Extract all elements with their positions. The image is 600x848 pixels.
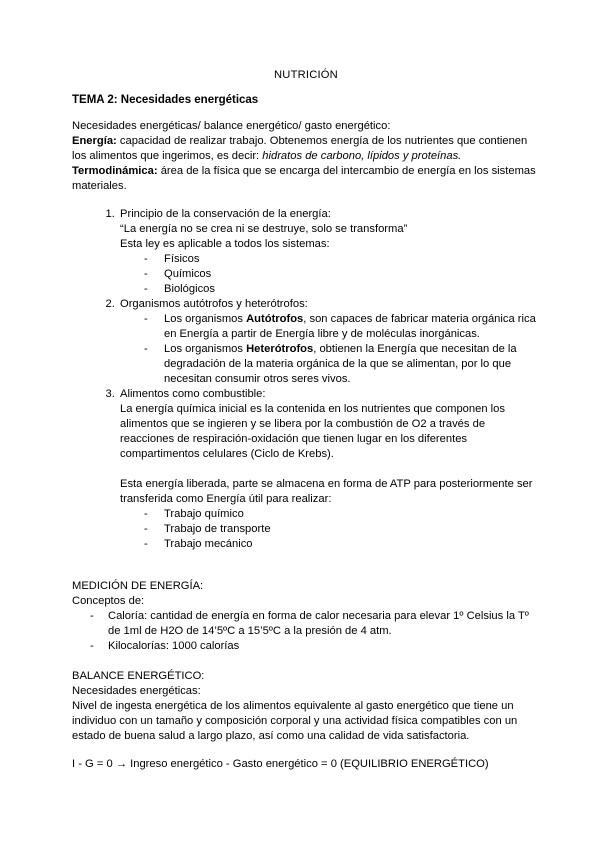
list-item-alimentos <box>118 387 540 552</box>
text-span: Los organismos <box>164 313 247 325</box>
energia-term: Energía: <box>72 135 117 147</box>
list-item: - Kilocalorías: 1000 calorías <box>90 639 540 654</box>
intro-heading: Necesidades energéticas/ balance energético/ gasto energético: <box>72 120 391 132</box>
organismos-list <box>120 312 540 387</box>
list-item: - Químicos <box>144 267 540 282</box>
list-item: - Físicos <box>144 252 540 267</box>
intro-block <box>72 119 540 194</box>
sistemas-list <box>120 252 540 297</box>
alimentos-para-1: La energía química inicial es la contenida en los nutrientes que componen los alimentos que se ingieren y se libera por la combustión de O2 a través de reacciones de respiración-oxidación que tienen lugar en los diferentes compartimentos celulares (Ciclo de Krebs). <box>120 403 505 460</box>
termodinamica-term: Termodinámica: <box>72 165 158 177</box>
balance-sub: Necesidades energéticas: <box>72 685 201 697</box>
balance-text: Nivel de ingesta energética de los alimentos equivalente al gasto energético que tiene un individuo con un tamaño y composición corporal y una actividad física compatibles con un estado de buena salud a largo plazo, así como una calidad de vida satisfactoria. <box>72 700 518 742</box>
text-span: Los organismos <box>164 343 247 355</box>
termodinamica-text: área de la física que se encarga del intercambio de energía en los sistemas materiales. <box>72 165 536 192</box>
list-item-title: 1. Principio de la conservación de la energía: <box>120 208 331 220</box>
text-span: , son capaces de fabricar materia orgánica rica en Energía a partir de Energía libre y de moléculas inorgánicas. <box>164 313 536 340</box>
numbered-list <box>72 207 540 552</box>
medicion-section <box>72 579 540 654</box>
list-item-title: 2. Organismos autótrofos y heterótrofos: <box>120 298 308 310</box>
energy-equation: I - G = 0 → Ingreso energético - Gasto energético = 0 (EQUILIBRIO ENERGÉTICO) <box>72 758 489 770</box>
medicion-sub: Conceptos de: <box>72 595 145 607</box>
termodinamica-definition <box>72 164 540 194</box>
energia-examples: hidratos de carbono, lípidos y proteínas. <box>262 150 462 162</box>
medicion-list <box>72 609 540 654</box>
list-item-heterotrofos <box>144 342 540 387</box>
spacer <box>120 462 540 477</box>
list-item-autotrofos <box>144 312 540 342</box>
text-span: , obtienen la Energía que necesitan de la degradación de la materia orgánica de la que se alimentan, por lo que necesitan consumir otros seres vivos. <box>164 343 517 385</box>
conservacion-quote: “La energía no se crea ni se destruye, solo se transforma” <box>120 223 408 235</box>
document-title: NUTRICIÓN <box>274 69 338 81</box>
trabajo-list <box>120 507 540 552</box>
list-item-conservacion <box>118 207 540 297</box>
medicion-heading: MEDICIÓN DE ENERGÍA: <box>72 580 204 592</box>
list-item: - Caloría: cantidad de energía en forma de calor necesaria para elevar 1º Celsius la Tº de 1ml de H2O de 14’5ºC a 15’5ºC a la presión de 4 atm. <box>90 609 540 639</box>
balance-heading: BALANCE ENERGÉTICO: <box>72 670 205 682</box>
list-item: - Trabajo mecánico <box>144 537 540 552</box>
alimentos-para-2: Esta energía liberada, parte se almacena en forma de ATP para posteriormente ser transferida como Energía útil para realizar: <box>120 478 533 505</box>
list-item: - Biológicos <box>144 282 540 297</box>
balance-section <box>72 669 540 744</box>
conservacion-sub: Esta ley es aplicable a todos los sistemas: <box>120 238 330 250</box>
list-item: - Trabajo químico <box>144 507 540 522</box>
list-item: - Trabajo de transporte <box>144 522 540 537</box>
list-item-organismos <box>118 297 540 387</box>
list-item-title: 3. Alimentos como combustible: <box>120 388 266 400</box>
energia-text: capacidad de realizar trabajo. Obtenemos energía de los nutrientes que contienen los alimentos que ingerimos, es decir: <box>72 135 528 162</box>
bold-term: Autótrofos <box>246 313 304 325</box>
energia-definition <box>72 134 540 164</box>
topic-heading: TEMA 2: Necesidades energéticas <box>72 94 259 106</box>
bold-term: Heterótrofos <box>246 343 314 355</box>
